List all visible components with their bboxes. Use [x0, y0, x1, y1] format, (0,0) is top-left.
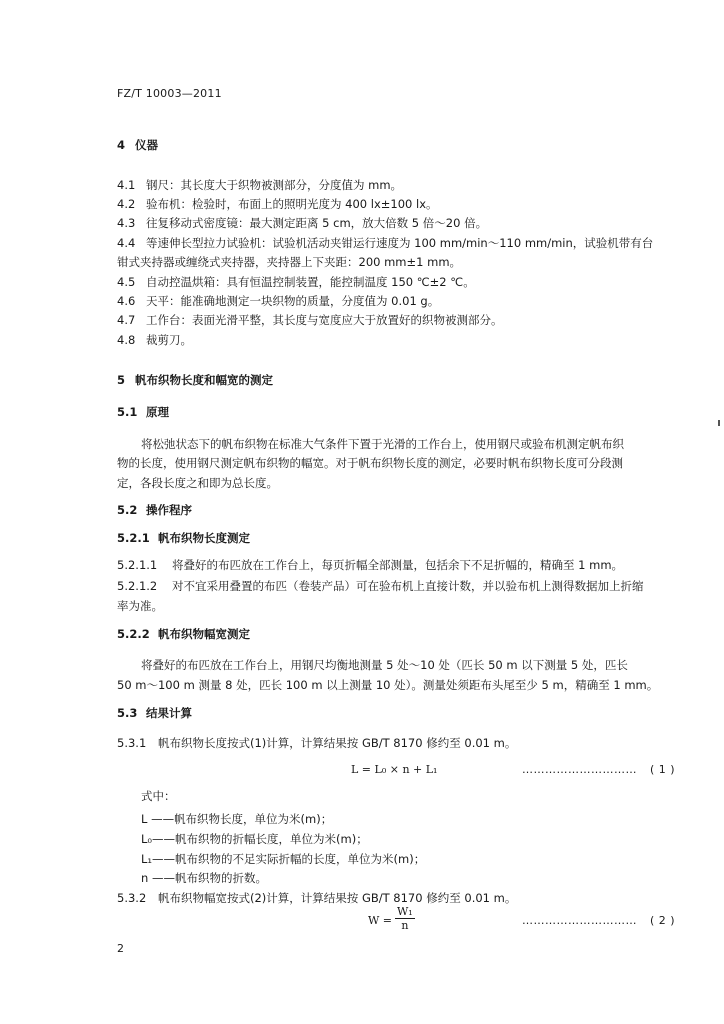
clause-5-3-1-text: 帆布织物长度按式(1)计算，计算结果按 GB/T 8170 修约至 0.01 m。	[158, 736, 517, 750]
principle-para-line-1: 将松弛状态下的帆布织物在标准大气条件下置于光滑的工作台上，使用钢尺或验布机测定帆布织	[141, 437, 624, 451]
section-5-number: 5	[117, 373, 126, 387]
where-label: 式中：	[141, 789, 176, 803]
var-L1: L₁——帆布织物的不足实际折幅的长度，单位为米(m)；	[141, 852, 426, 866]
formula-1-number: ( 1 )	[650, 763, 676, 776]
clause-5-2-1-1-number: 5.2.1.1	[117, 558, 158, 572]
section-5-3-title: 结果计算	[146, 706, 192, 720]
section-5-2-1-title: 帆布织物长度测定	[158, 531, 250, 545]
formula-2-lhs: W =	[368, 914, 393, 927]
item-4-5-number: 4.5	[117, 275, 136, 289]
section-5-1-title: 原理	[146, 405, 169, 419]
width-para-line-2: 50 m～100 m 测量 8 处，匹长 100 m 以上测量 10 处）。测量处须距布头尾至少 5 m，精确至 1 mm。	[117, 678, 659, 692]
formula-2-leader: …………………………	[522, 914, 637, 927]
formula-2-numerator: W₁	[397, 905, 413, 918]
item-4-2-number: 4.2	[117, 197, 136, 211]
item-4-3-number: 4.3	[117, 216, 136, 230]
formula-2-denominator: n	[401, 919, 409, 932]
item-4-1-text: 钢尺：其长度大于织物被测部分，分度值为 mm。	[146, 178, 403, 192]
item-4-6-text: 天平：能准确地测定一块织物的质量，分度值为 0.01 g。	[146, 294, 440, 308]
principle-para-line-2: 物的长度，使用钢尺测定帆布织物的幅宽。对于帆布织物长度的测定，必要时帆布织物长度可分段测	[117, 456, 623, 470]
clause-5-3-1-number: 5.3.1	[117, 736, 147, 750]
var-L: L ——帆布织物长度，单位为米(m)；	[141, 812, 333, 826]
item-4-6-number: 4.6	[117, 294, 136, 308]
clause-5-2-1-1-text: 将叠好的布匹放在工作台上，每页折幅全部测量，包括余下不足折幅的，精确至 1 mm。	[172, 558, 624, 572]
section-5-2-1-number: 5.2.1	[117, 531, 150, 545]
item-4-4-text: 等速伸长型拉力试验机：试验机活动夹钳运行速度为 100 mm/min～110 mm/min，试验机带有台	[146, 236, 654, 250]
item-4-7-text: 工作台：表面光滑平整，其长度与宽度应大于放置好的织物被测部分。	[146, 313, 503, 327]
item-4-1-number: 4.1	[117, 178, 136, 192]
item-4-3-text: 往复移动式密度镜：最大测定距离 5 cm，放大倍数 5 倍～20 倍。	[146, 216, 488, 230]
section-4-number: 4	[117, 138, 126, 152]
section-5-2-2-title: 帆布织物幅宽测定	[158, 627, 250, 641]
var-n: n ——帆布织物的折数。	[141, 871, 267, 885]
item-4-2-text: 验布机：检验时，布面上的照明光度为 400 lx±100 lx。	[146, 197, 438, 211]
page-number: 2	[117, 942, 124, 955]
standard-header: FZ/T 10003—2011	[117, 87, 222, 100]
formula-2-fraction	[395, 906, 415, 932]
item-4-5-text: 自动控温烘箱：具有恒温控制装置，能控制温度 150 ℃±2 ℃。	[146, 275, 475, 289]
formula-1-leader: …………………………	[522, 763, 637, 776]
item-4-7-number: 4.7	[117, 313, 136, 327]
clause-5-2-1-2-text: 对不宜采用叠置的布匹（卷装产品）可在验布机上直接计数，并以验布机上测得数据加上折缩	[172, 579, 644, 593]
var-L0: L₀——帆布织物的折幅长度，单位为米(m)；	[141, 832, 368, 846]
clause-5-2-1-2-number: 5.2.1.2	[117, 579, 158, 593]
item-4-8-number: 4.8	[117, 333, 136, 347]
clause-5-3-2-number: 5.3.2	[117, 891, 147, 905]
scan-edge-mark	[718, 420, 720, 426]
section-5-title: 帆布织物长度和幅宽的测定	[135, 373, 273, 387]
section-5-1-number: 5.1	[117, 405, 138, 419]
formula-2-number: ( 2 )	[650, 914, 676, 927]
item-4-8-text: 裁剪刀。	[146, 333, 192, 347]
item-4-4-number: 4.4	[117, 236, 136, 250]
section-4-title: 仪器	[135, 138, 158, 152]
principle-para-line-3: 定，各段长度之和即为总长度。	[117, 476, 278, 490]
formula-1: L = L₀ × n + L₁	[351, 763, 438, 776]
item-4-4-text-cont: 钳式夹持器或缠绕式夹持器，夹持器上下夹距：200 mm±1 mm。	[117, 255, 462, 269]
clause-5-2-1-2-text-cont: 率为准。	[117, 599, 163, 613]
section-5-2-title: 操作程序	[146, 503, 192, 517]
width-para-line-1: 将叠好的布匹放在工作台上，用钢尺均衡地测量 5 处～10 处（匹长 50 m 以下测量 5 处，匹长	[141, 658, 628, 672]
section-5-2-2-number: 5.2.2	[117, 627, 150, 641]
section-5-2-number: 5.2	[117, 503, 138, 517]
section-5-3-number: 5.3	[117, 706, 138, 720]
clause-5-3-2-text: 帆布织物幅宽按式(2)计算，计算结果按 GB/T 8170 修约至 0.01 m。	[158, 891, 517, 905]
